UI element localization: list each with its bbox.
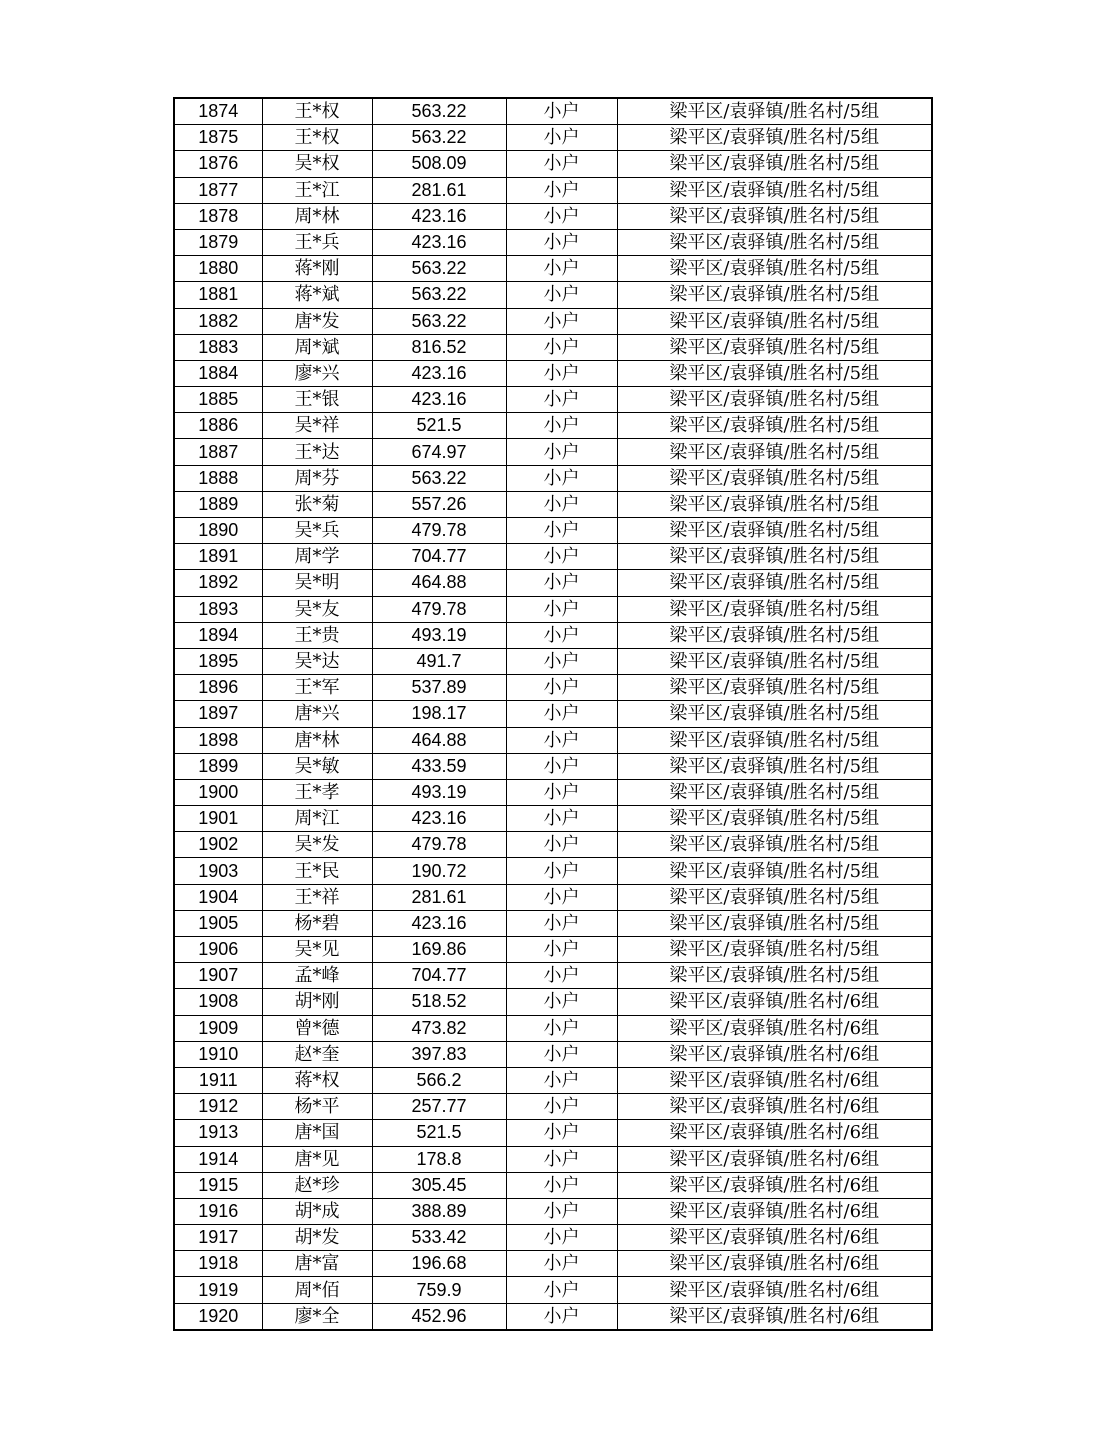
name-cell: 赵*珍 [262, 1172, 372, 1198]
table-body [174, 98, 932, 1330]
type-cell: 小户 [506, 937, 617, 963]
row-id-cell: 1874 [174, 98, 262, 125]
address-cell: 梁平区/袁驿镇/胜名村/6组 [617, 1251, 932, 1277]
area-cell: 537.89 [372, 675, 506, 701]
address-cell: 梁平区/袁驿镇/胜名村/6组 [617, 989, 932, 1015]
row-id-cell: 1918 [174, 1251, 262, 1277]
row-id-cell: 1909 [174, 1015, 262, 1041]
type-cell: 小户 [506, 806, 617, 832]
row-id-cell: 1877 [174, 177, 262, 203]
table-row [174, 203, 932, 229]
table-row [174, 1120, 932, 1146]
table-row [174, 98, 932, 125]
table-row [174, 465, 932, 491]
area-cell: 566.2 [372, 1067, 506, 1093]
row-id-cell: 1915 [174, 1172, 262, 1198]
table-row [174, 701, 932, 727]
address-cell: 梁平区/袁驿镇/胜名村/5组 [617, 570, 932, 596]
row-id-cell: 1888 [174, 465, 262, 491]
area-cell: 563.22 [372, 256, 506, 282]
row-id-cell: 1878 [174, 203, 262, 229]
name-cell: 吴*见 [262, 937, 372, 963]
area-cell: 196.68 [372, 1251, 506, 1277]
row-id-cell: 1905 [174, 910, 262, 936]
address-cell: 梁平区/袁驿镇/胜名村/5组 [617, 282, 932, 308]
address-cell: 梁平区/袁驿镇/胜名村/6组 [617, 1120, 932, 1146]
table-row [174, 727, 932, 753]
table-row [174, 334, 932, 360]
table-row [174, 675, 932, 701]
address-cell: 梁平区/袁驿镇/胜名村/5组 [617, 884, 932, 910]
table-row [174, 910, 932, 936]
area-cell: 563.22 [372, 308, 506, 334]
address-cell: 梁平区/袁驿镇/胜名村/5组 [617, 963, 932, 989]
type-cell: 小户 [506, 727, 617, 753]
address-cell: 梁平区/袁驿镇/胜名村/5组 [617, 518, 932, 544]
type-cell: 小户 [506, 308, 617, 334]
table-row [174, 858, 932, 884]
name-cell: 王*银 [262, 387, 372, 413]
address-cell: 梁平区/袁驿镇/胜名村/5组 [617, 360, 932, 386]
area-cell: 563.22 [372, 282, 506, 308]
address-cell: 梁平区/袁驿镇/胜名村/5组 [617, 491, 932, 517]
type-cell: 小户 [506, 570, 617, 596]
address-cell: 梁平区/袁驿镇/胜名村/5组 [617, 151, 932, 177]
table-row [174, 963, 932, 989]
row-id-cell: 1912 [174, 1094, 262, 1120]
area-cell: 452.96 [372, 1303, 506, 1330]
table-row [174, 596, 932, 622]
table-row [174, 282, 932, 308]
address-cell: 梁平区/袁驿镇/胜名村/5组 [617, 177, 932, 203]
name-cell: 唐*发 [262, 308, 372, 334]
table-row [174, 1277, 932, 1303]
address-cell: 梁平区/袁驿镇/胜名村/5组 [617, 779, 932, 805]
name-cell: 唐*见 [262, 1146, 372, 1172]
area-cell: 281.61 [372, 884, 506, 910]
type-cell: 小户 [506, 1094, 617, 1120]
row-id-cell: 1893 [174, 596, 262, 622]
area-cell: 557.26 [372, 491, 506, 517]
address-cell: 梁平区/袁驿镇/胜名村/5组 [617, 465, 932, 491]
area-cell: 423.16 [372, 229, 506, 255]
name-cell: 吴*祥 [262, 413, 372, 439]
table-row [174, 125, 932, 151]
address-cell: 梁平区/袁驿镇/胜名村/6组 [617, 1277, 932, 1303]
type-cell: 小户 [506, 989, 617, 1015]
area-cell: 759.9 [372, 1277, 506, 1303]
type-cell: 小户 [506, 832, 617, 858]
address-cell: 梁平区/袁驿镇/胜名村/5组 [617, 910, 932, 936]
area-cell: 491.7 [372, 648, 506, 674]
area-cell: 423.16 [372, 203, 506, 229]
name-cell: 王*民 [262, 858, 372, 884]
address-cell: 梁平区/袁驿镇/胜名村/5组 [617, 203, 932, 229]
name-cell: 周*学 [262, 544, 372, 570]
area-cell: 521.5 [372, 1120, 506, 1146]
row-id-cell: 1881 [174, 282, 262, 308]
table-row [174, 779, 932, 805]
address-cell: 梁平区/袁驿镇/胜名村/5组 [617, 256, 932, 282]
row-id-cell: 1902 [174, 832, 262, 858]
row-id-cell: 1876 [174, 151, 262, 177]
row-id-cell: 1880 [174, 256, 262, 282]
name-cell: 廖*全 [262, 1303, 372, 1330]
address-cell: 梁平区/袁驿镇/胜名村/5组 [617, 229, 932, 255]
area-cell: 674.97 [372, 439, 506, 465]
type-cell: 小户 [506, 360, 617, 386]
table-row [174, 1198, 932, 1224]
address-cell: 梁平区/袁驿镇/胜名村/6组 [617, 1198, 932, 1224]
row-id-cell: 1913 [174, 1120, 262, 1146]
address-cell: 梁平区/袁驿镇/胜名村/5组 [617, 858, 932, 884]
area-cell: 704.77 [372, 963, 506, 989]
table-row [174, 1041, 932, 1067]
area-cell: 493.19 [372, 779, 506, 805]
row-id-cell: 1916 [174, 1198, 262, 1224]
type-cell: 小户 [506, 1120, 617, 1146]
name-cell: 王*祥 [262, 884, 372, 910]
type-cell: 小户 [506, 334, 617, 360]
area-cell: 433.59 [372, 753, 506, 779]
type-cell: 小户 [506, 1303, 617, 1330]
row-id-cell: 1896 [174, 675, 262, 701]
name-cell: 王*江 [262, 177, 372, 203]
address-cell: 梁平区/袁驿镇/胜名村/6组 [617, 1225, 932, 1251]
name-cell: 胡*成 [262, 1198, 372, 1224]
name-cell: 吴*达 [262, 648, 372, 674]
name-cell: 王*达 [262, 439, 372, 465]
area-cell: 464.88 [372, 570, 506, 596]
address-cell: 梁平区/袁驿镇/胜名村/5组 [617, 727, 932, 753]
row-id-cell: 1899 [174, 753, 262, 779]
name-cell: 周*佰 [262, 1277, 372, 1303]
address-cell: 梁平区/袁驿镇/胜名村/5组 [617, 675, 932, 701]
type-cell: 小户 [506, 1041, 617, 1067]
table-row [174, 806, 932, 832]
row-id-cell: 1894 [174, 622, 262, 648]
area-cell: 508.09 [372, 151, 506, 177]
type-cell: 小户 [506, 518, 617, 544]
type-cell: 小户 [506, 177, 617, 203]
row-id-cell: 1887 [174, 439, 262, 465]
area-cell: 190.72 [372, 858, 506, 884]
row-id-cell: 1879 [174, 229, 262, 255]
address-cell: 梁平区/袁驿镇/胜名村/5组 [617, 334, 932, 360]
table-row [174, 151, 932, 177]
table-row [174, 544, 932, 570]
address-cell: 梁平区/袁驿镇/胜名村/5组 [617, 622, 932, 648]
row-id-cell: 1882 [174, 308, 262, 334]
area-cell: 473.82 [372, 1015, 506, 1041]
row-id-cell: 1883 [174, 334, 262, 360]
area-cell: 423.16 [372, 806, 506, 832]
name-cell: 吴*发 [262, 832, 372, 858]
row-id-cell: 1875 [174, 125, 262, 151]
type-cell: 小户 [506, 1198, 617, 1224]
name-cell: 胡*发 [262, 1225, 372, 1251]
type-cell: 小户 [506, 413, 617, 439]
name-cell: 吴*敏 [262, 753, 372, 779]
address-cell: 梁平区/袁驿镇/胜名村/5组 [617, 125, 932, 151]
area-cell: 397.83 [372, 1041, 506, 1067]
name-cell: 蒋*斌 [262, 282, 372, 308]
name-cell: 吴*权 [262, 151, 372, 177]
row-id-cell: 1920 [174, 1303, 262, 1330]
address-cell: 梁平区/袁驿镇/胜名村/5组 [617, 439, 932, 465]
table-row [174, 387, 932, 413]
row-id-cell: 1910 [174, 1041, 262, 1067]
name-cell: 唐*富 [262, 1251, 372, 1277]
name-cell: 胡*刚 [262, 989, 372, 1015]
type-cell: 小户 [506, 229, 617, 255]
area-cell: 816.52 [372, 334, 506, 360]
table-row [174, 413, 932, 439]
name-cell: 廖*兴 [262, 360, 372, 386]
area-cell: 521.5 [372, 413, 506, 439]
table-row [174, 439, 932, 465]
name-cell: 王*孝 [262, 779, 372, 805]
type-cell: 小户 [506, 1251, 617, 1277]
address-cell: 梁平区/袁驿镇/胜名村/6组 [617, 1015, 932, 1041]
name-cell: 赵*奎 [262, 1041, 372, 1067]
row-id-cell: 1901 [174, 806, 262, 832]
table-row [174, 308, 932, 334]
address-cell: 梁平区/袁驿镇/胜名村/5组 [617, 387, 932, 413]
type-cell: 小户 [506, 491, 617, 517]
address-cell: 梁平区/袁驿镇/胜名村/5组 [617, 596, 932, 622]
type-cell: 小户 [506, 648, 617, 674]
row-id-cell: 1897 [174, 701, 262, 727]
address-cell: 梁平区/袁驿镇/胜名村/6组 [617, 1303, 932, 1330]
type-cell: 小户 [506, 1172, 617, 1198]
name-cell: 周*斌 [262, 334, 372, 360]
type-cell: 小户 [506, 203, 617, 229]
data-table [173, 97, 933, 1331]
name-cell: 王*军 [262, 675, 372, 701]
table-row [174, 1067, 932, 1093]
row-id-cell: 1903 [174, 858, 262, 884]
table-row [174, 937, 932, 963]
address-cell: 梁平区/袁驿镇/胜名村/5组 [617, 544, 932, 570]
row-id-cell: 1914 [174, 1146, 262, 1172]
type-cell: 小户 [506, 544, 617, 570]
name-cell: 王*兵 [262, 229, 372, 255]
type-cell: 小户 [506, 858, 617, 884]
address-cell: 梁平区/袁驿镇/胜名村/5组 [617, 308, 932, 334]
row-id-cell: 1907 [174, 963, 262, 989]
type-cell: 小户 [506, 675, 617, 701]
row-id-cell: 1885 [174, 387, 262, 413]
type-cell: 小户 [506, 1067, 617, 1093]
type-cell: 小户 [506, 596, 617, 622]
type-cell: 小户 [506, 884, 617, 910]
table-row [174, 832, 932, 858]
row-id-cell: 1890 [174, 518, 262, 544]
row-id-cell: 1892 [174, 570, 262, 596]
row-id-cell: 1908 [174, 989, 262, 1015]
row-id-cell: 1917 [174, 1225, 262, 1251]
table-row [174, 648, 932, 674]
address-cell: 梁平区/袁驿镇/胜名村/5组 [617, 98, 932, 125]
area-cell: 388.89 [372, 1198, 506, 1224]
name-cell: 孟*峰 [262, 963, 372, 989]
table-row [174, 884, 932, 910]
name-cell: 吴*兵 [262, 518, 372, 544]
table-row [174, 622, 932, 648]
row-id-cell: 1891 [174, 544, 262, 570]
name-cell: 吴*明 [262, 570, 372, 596]
area-cell: 704.77 [372, 544, 506, 570]
table-row [174, 1094, 932, 1120]
table-row [174, 1015, 932, 1041]
type-cell: 小户 [506, 1146, 617, 1172]
type-cell: 小户 [506, 151, 617, 177]
name-cell: 周*芬 [262, 465, 372, 491]
type-cell: 小户 [506, 98, 617, 125]
name-cell: 王*权 [262, 125, 372, 151]
area-cell: 518.52 [372, 989, 506, 1015]
row-id-cell: 1906 [174, 937, 262, 963]
address-cell: 梁平区/袁驿镇/胜名村/5组 [617, 937, 932, 963]
name-cell: 唐*兴 [262, 701, 372, 727]
area-cell: 464.88 [372, 727, 506, 753]
name-cell: 唐*林 [262, 727, 372, 753]
name-cell: 唐*国 [262, 1120, 372, 1146]
area-cell: 423.16 [372, 910, 506, 936]
area-cell: 563.22 [372, 465, 506, 491]
name-cell: 曾*德 [262, 1015, 372, 1041]
area-cell: 423.16 [372, 360, 506, 386]
row-id-cell: 1904 [174, 884, 262, 910]
name-cell: 王*贵 [262, 622, 372, 648]
type-cell: 小户 [506, 387, 617, 413]
table-row [174, 989, 932, 1015]
table-row [174, 360, 932, 386]
table-row [174, 491, 932, 517]
row-id-cell: 1895 [174, 648, 262, 674]
type-cell: 小户 [506, 465, 617, 491]
row-id-cell: 1919 [174, 1277, 262, 1303]
table-row [174, 518, 932, 544]
table-row [174, 229, 932, 255]
type-cell: 小户 [506, 963, 617, 989]
type-cell: 小户 [506, 125, 617, 151]
table-row [174, 177, 932, 203]
address-cell: 梁平区/袁驿镇/胜名村/5组 [617, 701, 932, 727]
name-cell: 张*菊 [262, 491, 372, 517]
area-cell: 169.86 [372, 937, 506, 963]
address-cell: 梁平区/袁驿镇/胜名村/6组 [617, 1094, 932, 1120]
area-cell: 533.42 [372, 1225, 506, 1251]
area-cell: 178.8 [372, 1146, 506, 1172]
type-cell: 小户 [506, 910, 617, 936]
table-row [174, 1146, 932, 1172]
name-cell: 王*权 [262, 98, 372, 125]
name-cell: 蒋*刚 [262, 256, 372, 282]
address-cell: 梁平区/袁驿镇/胜名村/5组 [617, 806, 932, 832]
row-id-cell: 1900 [174, 779, 262, 805]
name-cell: 吴*友 [262, 596, 372, 622]
name-cell: 杨*平 [262, 1094, 372, 1120]
table-row [174, 1251, 932, 1277]
row-id-cell: 1889 [174, 491, 262, 517]
address-cell: 梁平区/袁驿镇/胜名村/5组 [617, 413, 932, 439]
address-cell: 梁平区/袁驿镇/胜名村/5组 [617, 753, 932, 779]
area-cell: 198.17 [372, 701, 506, 727]
type-cell: 小户 [506, 622, 617, 648]
type-cell: 小户 [506, 256, 617, 282]
type-cell: 小户 [506, 753, 617, 779]
type-cell: 小户 [506, 701, 617, 727]
table-row [174, 1303, 932, 1330]
name-cell: 周*江 [262, 806, 372, 832]
row-id-cell: 1911 [174, 1067, 262, 1093]
area-cell: 493.19 [372, 622, 506, 648]
name-cell: 杨*碧 [262, 910, 372, 936]
row-id-cell: 1884 [174, 360, 262, 386]
area-cell: 479.78 [372, 518, 506, 544]
area-cell: 479.78 [372, 596, 506, 622]
area-cell: 479.78 [372, 832, 506, 858]
row-id-cell: 1898 [174, 727, 262, 753]
type-cell: 小户 [506, 282, 617, 308]
area-cell: 563.22 [372, 98, 506, 125]
type-cell: 小户 [506, 1277, 617, 1303]
address-cell: 梁平区/袁驿镇/胜名村/6组 [617, 1067, 932, 1093]
address-cell: 梁平区/袁驿镇/胜名村/5组 [617, 648, 932, 674]
table-row [174, 753, 932, 779]
area-cell: 305.45 [372, 1172, 506, 1198]
area-cell: 281.61 [372, 177, 506, 203]
type-cell: 小户 [506, 1015, 617, 1041]
name-cell: 蒋*权 [262, 1067, 372, 1093]
table-row [174, 256, 932, 282]
table-row [174, 1172, 932, 1198]
area-cell: 563.22 [372, 125, 506, 151]
address-cell: 梁平区/袁驿镇/胜名村/6组 [617, 1146, 932, 1172]
address-cell: 梁平区/袁驿镇/胜名村/6组 [617, 1172, 932, 1198]
type-cell: 小户 [506, 439, 617, 465]
type-cell: 小户 [506, 779, 617, 805]
address-cell: 梁平区/袁驿镇/胜名村/5组 [617, 832, 932, 858]
name-cell: 周*林 [262, 203, 372, 229]
type-cell: 小户 [506, 1225, 617, 1251]
address-cell: 梁平区/袁驿镇/胜名村/6组 [617, 1041, 932, 1067]
area-cell: 423.16 [372, 387, 506, 413]
table-row [174, 570, 932, 596]
row-id-cell: 1886 [174, 413, 262, 439]
area-cell: 257.77 [372, 1094, 506, 1120]
table-row [174, 1225, 932, 1251]
